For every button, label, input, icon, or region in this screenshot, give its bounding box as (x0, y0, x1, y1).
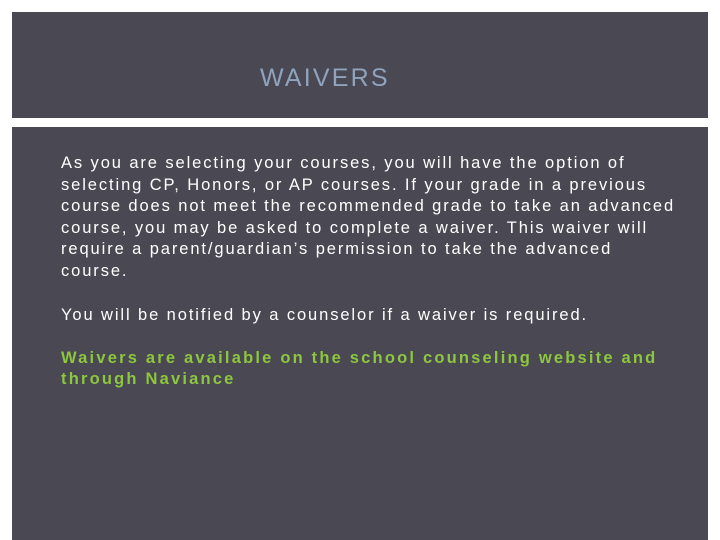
content-band (12, 127, 708, 540)
waiver-info-paragraph: As you are selecting your courses, you will have the option of selecting CP, Honors, or AP courses. If your grade in a previous course does not meet the recommended grade to take an advanced course, you may be asked to complete a waiver. This waiver will require a parent/guardian’s permission to take the advanced course. (61, 154, 676, 280)
waiver-availability-note: Waivers are available on the school counseling website and through Naviance (61, 349, 658, 389)
slide-body (61, 153, 681, 390)
counselor-notice-paragraph: You will be notified by a counselor if a waiver is required. (61, 305, 589, 324)
title-band (12, 12, 708, 118)
slide-title: WAIVERS (260, 64, 390, 92)
